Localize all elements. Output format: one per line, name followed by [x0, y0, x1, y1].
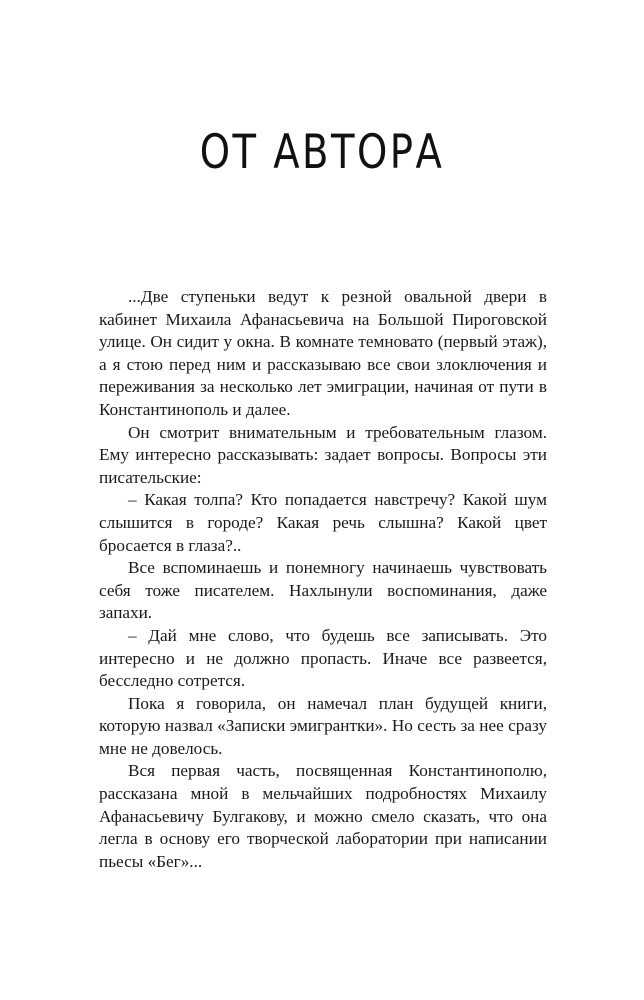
- paragraph-5: – Дай мне слово, что будешь все записывать. Это интересно и не должно пропасть. Иначе все развеется, бесследно сотрется.: [99, 625, 547, 691]
- paragraph-4: Все вспоминаешь и понемногу начинаешь чувствовать себя тоже писателем. Нахлынули воспоминания, даже запахи.: [99, 558, 547, 623]
- paragraph-1: ...Две ступеньки ведут к резной овальной двери в кабинет Михаила Афанасьевича на Большой Пироговской улице. Он сидит у окна. В комнате темновато (первый этаж), а я стою перед ним и рассказываю все свои злоключения и переживания за несколько лет эмиграции, начиная от пути в Константинополь и далее.: [99, 287, 547, 419]
- paragraph-3: – Какая толпа? Кто попадается навстречу? Какой шум слышится в городе? Какая речь слышна? Какой цвет бросается в глаза?..: [99, 490, 547, 555]
- chapter-body: [99, 286, 547, 873]
- paragraph-2: Он смотрит внимательным и требовательным глазом. Ему интересно рассказывать: задает вопросы. Вопросы эти писательские:: [99, 422, 547, 487]
- paragraph-7: Вся первая часть, посвященная Константинополю, рассказана мной в мельчайших подробностях Михаилу Афанасьевичу Булгакову, и можно смело сказать, что она легла в основу его творческой лаборатории при написании пьесы «Бег»...: [99, 761, 547, 871]
- chapter-title: ОТ АВТОРА: [199, 125, 445, 180]
- paragraph-6: Пока я говорила, он намечал план будущей книги, которую назвал «Записки эмигрантки». Но сесть за нее сразу мне не довелось.: [99, 693, 547, 758]
